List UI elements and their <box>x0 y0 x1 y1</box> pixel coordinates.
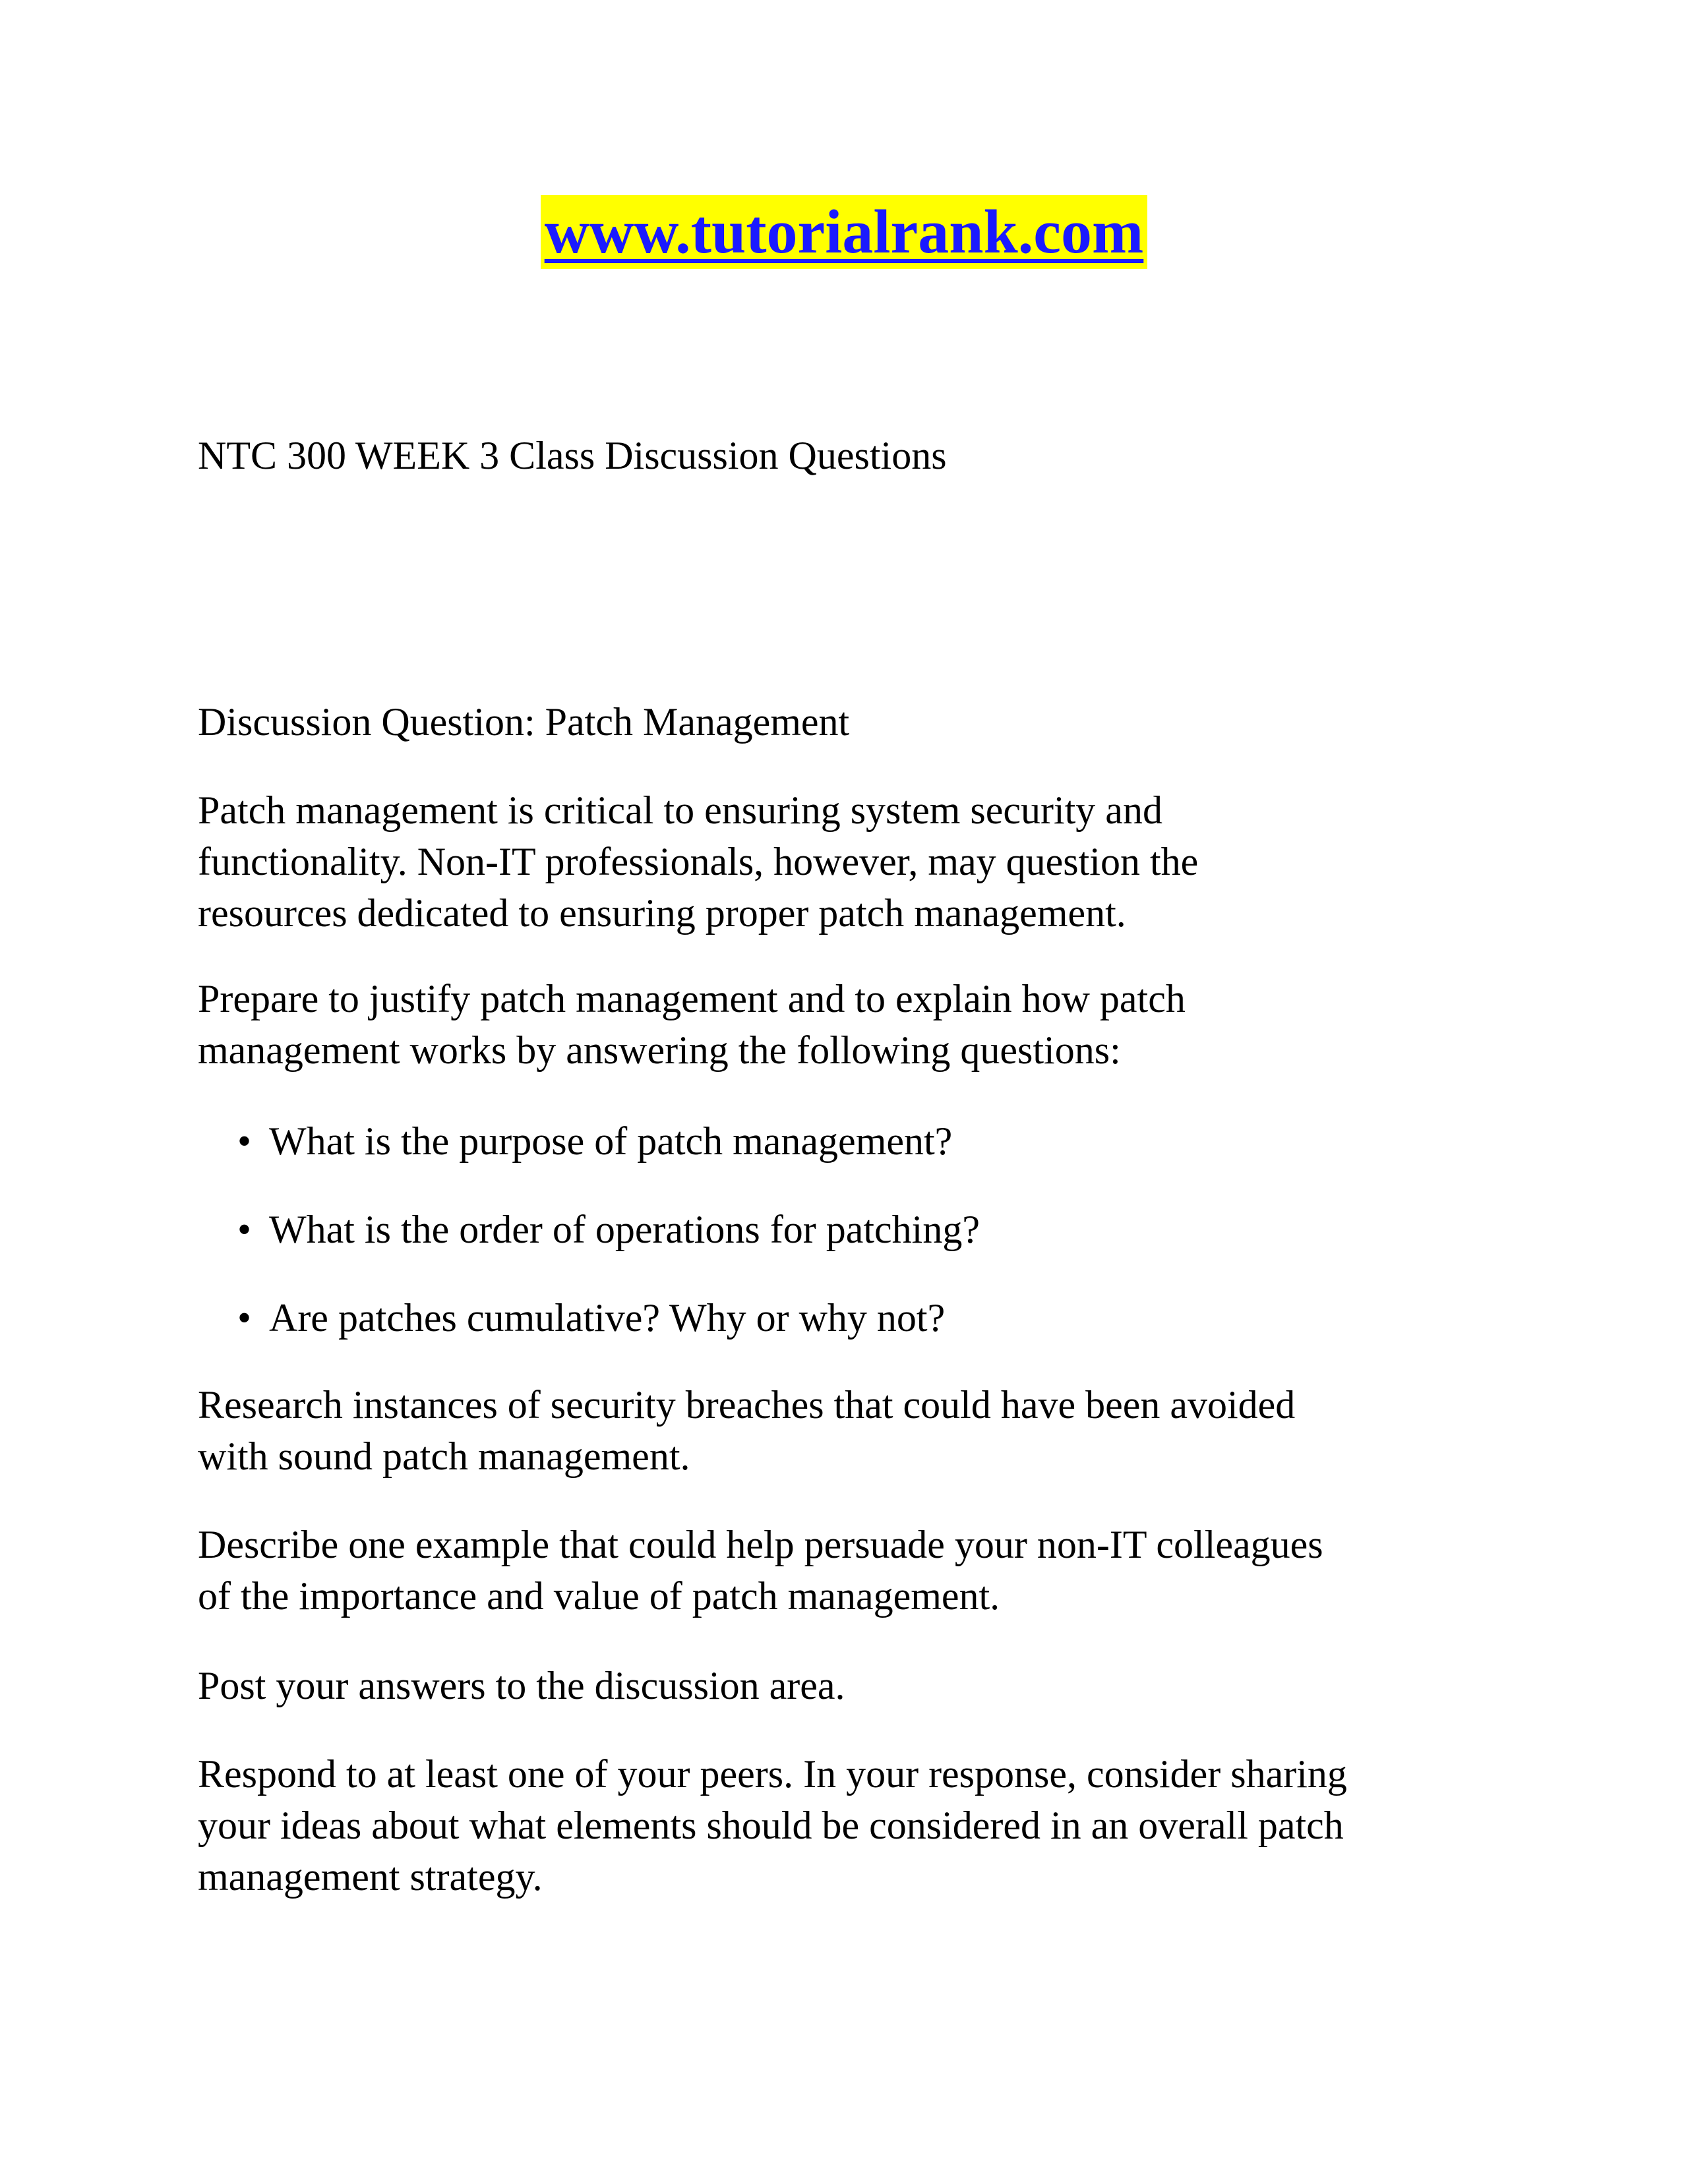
paragraph-post <box>198 1660 1490 1711</box>
paragraph-describe <box>198 1519 1490 1622</box>
paragraph-instructions <box>198 973 1490 1076</box>
paragraph-line: with sound patch management. <box>198 1434 690 1478</box>
question-text: What is the purpose of patch management? <box>269 1119 953 1163</box>
paragraph-research <box>198 1379 1490 1482</box>
document-title: NTC 300 WEEK 3 Class Discussion Questions <box>198 434 947 477</box>
bullet-icon: • <box>237 1296 252 1340</box>
question-text: What is the order of operations for patching? <box>269 1208 980 1251</box>
bullet-icon: • <box>237 1208 252 1251</box>
paragraph-line: Describe one example that could help persuade your non-IT colleagues <box>198 1523 1323 1566</box>
list-item <box>237 1292 980 1343</box>
paragraph-line: management works by answering the following questions: <box>198 1028 1121 1072</box>
paragraph-line: management strategy. <box>198 1855 543 1899</box>
paragraph-line: Research instances of security breaches that could have been avoided <box>198 1383 1296 1427</box>
question-list <box>237 1115 980 1380</box>
bullet-icon: • <box>237 1119 252 1163</box>
paragraph-intro <box>198 784 1490 939</box>
paragraph-line: Prepare to justify patch management and to explain how patch <box>198 977 1186 1020</box>
paragraph-line: your ideas about what elements should be considered in an overall patch <box>198 1804 1344 1847</box>
site-link-container <box>0 195 1688 269</box>
site-link[interactable]: www.tutorialrank.com <box>541 195 1148 269</box>
question-text: Are patches cumulative? Why or why not? <box>269 1296 946 1340</box>
paragraph-line: Respond to at least one of your peers. In your response, consider sharing <box>198 1752 1347 1796</box>
section-heading: Discussion Question: Patch Management <box>198 700 850 744</box>
paragraph-respond <box>198 1748 1490 1903</box>
paragraph-line: Patch management is critical to ensuring system security and <box>198 788 1162 832</box>
paragraph-line: functionality. Non-IT professionals, however, may question the <box>198 840 1199 883</box>
list-item <box>237 1115 980 1167</box>
paragraph-line: Post your answers to the discussion area. <box>198 1664 845 1707</box>
list-item <box>237 1204 980 1255</box>
paragraph-line: resources dedicated to ensuring proper patch management. <box>198 891 1126 935</box>
paragraph-line: of the importance and value of patch management. <box>198 1574 1000 1618</box>
